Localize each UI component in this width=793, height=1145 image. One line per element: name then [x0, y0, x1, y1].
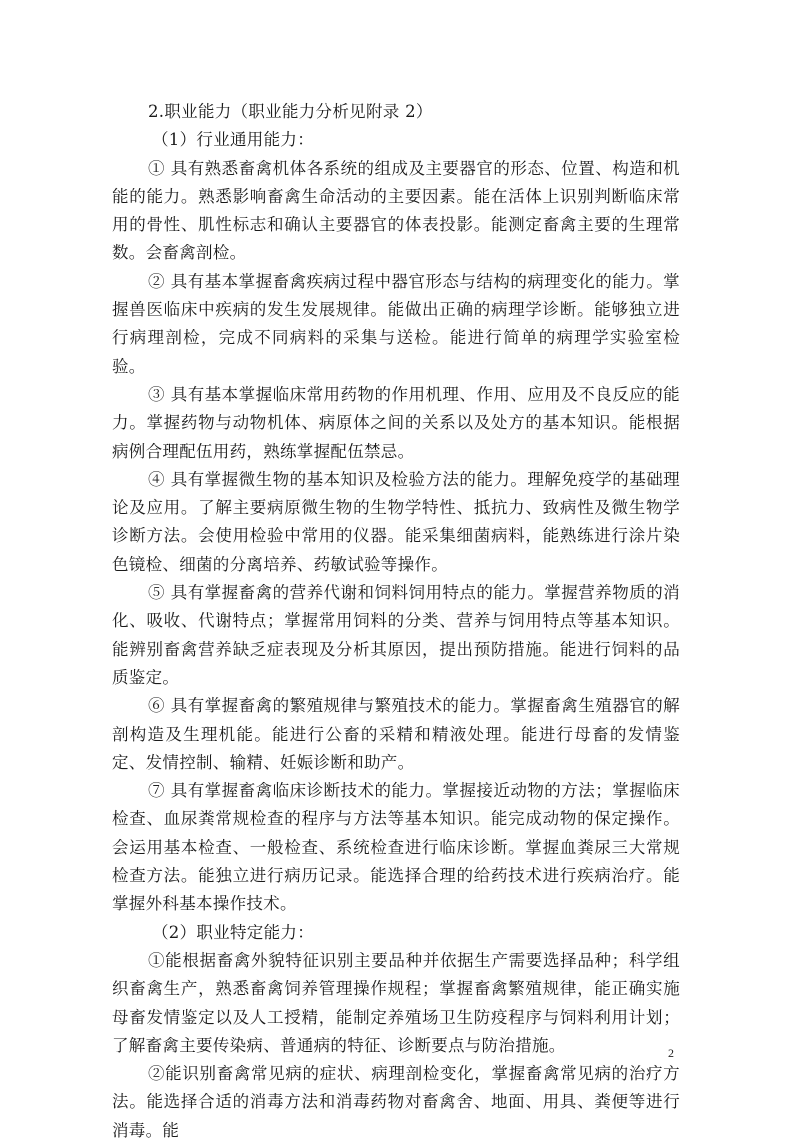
paragraph-specific-1: ①能根据畜禽外貌特征识别主要品种并依据生产需要选择品种；科学组织畜禽生产，熟悉畜禽饲养管理操作规程；掌握畜禽繁殖规律，能正确实施母畜发情鉴定以及人工授精，能制定养殖场卫生防疫程序与饲料利用计划；了解畜禽主要传染病、普通病的特征、诊断要点与防治措施。	[112, 950, 680, 1055]
paragraph-general-6: ⑥ 具有掌握畜禽的繁殖规律与繁殖技术的能力。掌握畜禽生殖器官的解剖构造及生理机能。能进行公畜的采精和精液处理。能进行母畜的发情鉴定、发情控制、输精、妊娠诊断和助产。	[112, 696, 680, 772]
subsection-title-specific: （2）职业特定能力：	[152, 922, 314, 942]
paragraph-general-1: ① 具有熟悉畜禽机体各系统的组成及主要器官的形态、位置、构造和机能的能力。熟悉影响畜禽生命活动的主要因素。能在活体上识别判断临床常用的骨性、肌性标志和确认主要器官的体表投影。能测定畜禽主要的生理常数。会畜禽剖检。	[112, 158, 680, 263]
page-number: 2	[668, 1046, 674, 1060]
paragraph-specific-2: ②能识别畜禽常见病的症状、病理剖检变化，掌握畜禽常见病的治疗方法。能选择合适的消毒方法和消毒药物对畜禽舍、地面、用具、粪便等进行消毒。能	[112, 1064, 680, 1140]
paragraph-general-5: ⑤ 具有掌握畜禽的营养代谢和饲料饲用特点的能力。掌握营养物质的消化、吸收、代谢特点；掌握常用饲料的分类、营养与饲用特点等基本知识。能辨别畜禽营养缺乏症表现及分析其原因，提出预防措施。能进行饲料的品质鉴定。	[112, 583, 680, 687]
subsection-title-general: （1）行业通用能力：	[152, 130, 314, 150]
paragraph-general-7: ⑦ 具有掌握畜禽临床诊断技术的能力。掌握接近动物的方法；掌握临床检查、血尿粪常规检查的程序与方法等基本知识。能完成动物的保定操作。会运用基本检查、一般检查、系统检查进行临床诊断。掌握血粪尿三大常规检查方法。能独立进行病历记录。能选择合理的给药技术进行疾病治疗。能掌握外科基本操作技术。	[112, 781, 680, 914]
paragraph-general-2: ② 具有基本掌握畜禽疾病过程中器官形态与结构的病理变化的能力。掌握兽医临床中疾病的发生发展规律。能做出正确的病理学诊断。能够独立进行病理剖检，完成不同病料的采集与送检。能进行简单的病理学实验室检验。	[112, 271, 680, 376]
paragraph-general-4: ④ 具有掌握微生物的基本知识及检验方法的能力。理解免疫学的基础理论及应用。了解主要病原微生物的生物学特性、抵抗力、致病性及微生物学诊断方法。会使用检验中常用的仪器。能采集细菌病料，能熟练进行涂片染色镜检、细菌的分离培养、药敏试验等操作。	[112, 469, 680, 574]
section-heading: 2.职业能力（职业能力分析见附录 2）	[148, 102, 433, 121]
document-body	[112, 98, 680, 1145]
paragraph-general-3: ③ 具有基本掌握临床常用药物的作用机理、作用、应用及不良反应的能力。掌握药物与动物机体、病原体之间的关系以及处方的基本知识。能根据病例合理配伍用药，熟练掌握配伍禁忌。	[112, 384, 680, 461]
